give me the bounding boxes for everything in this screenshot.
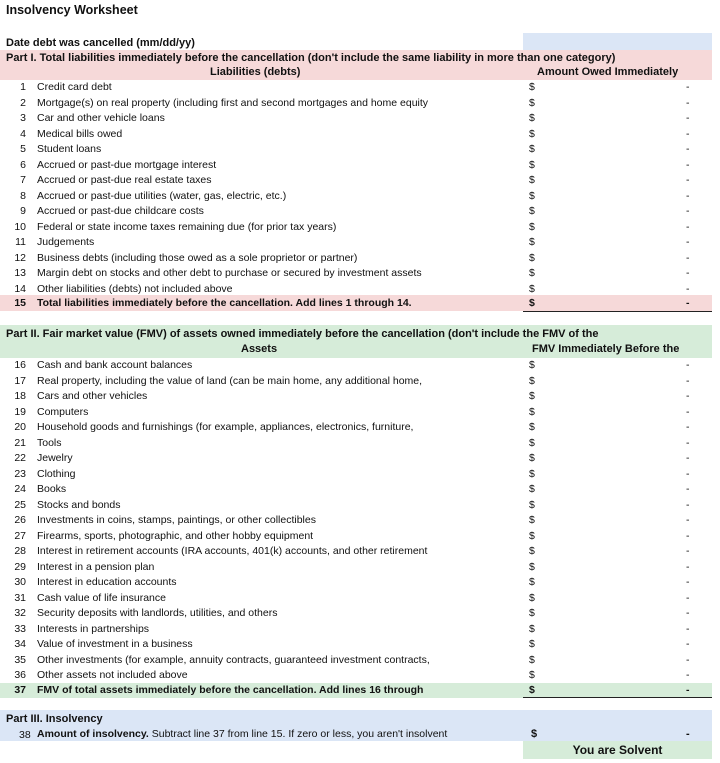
- amount-value: -: [686, 591, 690, 604]
- line-description: Other assets not included above: [37, 669, 188, 681]
- amount-value: -: [686, 296, 690, 309]
- line-number: 11: [15, 236, 26, 248]
- line-description: Medical bills owed: [37, 127, 123, 140]
- asset-row: [0, 637, 712, 653]
- amount-input-cell[interactable]: [523, 80, 712, 97]
- line-38-instruction: Subtract line 37 from line 15. If zero or less, you aren't insolvent: [148, 728, 448, 740]
- amount-value: -: [686, 359, 690, 371]
- line-description: Credit card debt: [37, 81, 112, 93]
- line-number: 23: [14, 467, 26, 480]
- amount-input-cell[interactable]: [523, 637, 712, 654]
- amount-value: -: [686, 436, 690, 449]
- liability-row: [0, 220, 712, 236]
- asset-row: [0, 591, 712, 607]
- currency-symbol: $: [529, 81, 535, 93]
- amount-value: -: [686, 267, 690, 279]
- amount-value: -: [686, 81, 690, 93]
- part1-total-rule: [523, 311, 712, 312]
- amount-input-cell[interactable]: [523, 173, 712, 190]
- line-description: Jewelry: [37, 452, 73, 464]
- line-number: 17: [14, 374, 26, 387]
- amount-value: -: [686, 374, 690, 387]
- line-38-bold-label: Amount of insolvency.: [37, 728, 149, 740]
- amount-input-cell[interactable]: [523, 189, 712, 206]
- liability-row: [0, 266, 712, 282]
- currency-symbol: $: [529, 421, 535, 433]
- amount-input-cell[interactable]: [523, 127, 712, 144]
- currency-symbol: $: [529, 638, 535, 650]
- currency-symbol: $: [529, 452, 535, 464]
- liability-row: [0, 142, 712, 158]
- amount-value: -: [686, 158, 690, 171]
- amount-value: -: [686, 390, 690, 402]
- line-number: 14: [14, 282, 26, 295]
- amount-input-cell[interactable]: [523, 266, 712, 283]
- line-number: 25: [14, 498, 26, 511]
- currency-symbol: $: [529, 591, 535, 604]
- amount-value: -: [686, 236, 690, 248]
- currency-symbol: $: [529, 622, 535, 635]
- currency-symbol: $: [529, 251, 535, 264]
- currency-symbol: $: [529, 529, 535, 542]
- amount-value: -: [686, 529, 690, 542]
- currency-symbol: $: [529, 436, 535, 449]
- line-number: 31: [14, 591, 26, 604]
- amount-input-cell[interactable]: [523, 142, 712, 159]
- line-description: Value of investment in a business: [37, 638, 193, 650]
- amount-input-cell[interactable]: [523, 158, 712, 175]
- line-number: 5: [20, 143, 26, 155]
- amount-value: -: [686, 205, 690, 217]
- line-description: Firearms, sports, photographic, and other hobby equipment: [37, 529, 314, 542]
- liability-row: [0, 235, 712, 251]
- amount-value: -: [686, 405, 690, 418]
- line-number: 27: [14, 529, 26, 542]
- amount-value: -: [686, 622, 690, 635]
- line-description: Student loans: [37, 143, 102, 155]
- line-description: Margin debt on stocks and other debt to purchase or secured by investment assets: [37, 267, 422, 279]
- amount-value: -: [686, 127, 690, 140]
- currency-symbol: $: [529, 267, 535, 279]
- amount-input-cell[interactable]: [523, 498, 712, 515]
- part1-col-amount: Amount Owed Immediately: [537, 66, 679, 78]
- amount-value: -: [686, 220, 690, 233]
- line-description: Cash value of life insurance: [37, 591, 166, 604]
- amount-value: -: [686, 112, 690, 124]
- amount-value: -: [686, 638, 690, 650]
- amount-value: -: [686, 653, 690, 666]
- line-number: 9: [20, 205, 26, 217]
- line-number: 30: [14, 576, 26, 588]
- asset-row: [0, 529, 712, 545]
- line-description: Accrued or past-due real estate taxes: [37, 174, 212, 186]
- amount-input-cell[interactable]: [523, 482, 712, 499]
- amount-value: -: [686, 452, 690, 464]
- currency-symbol: $: [529, 467, 535, 480]
- liability-row: [0, 158, 712, 174]
- amount-input-cell[interactable]: [523, 235, 712, 252]
- amount-value: -: [686, 483, 690, 495]
- amount-input-cell[interactable]: [523, 451, 712, 468]
- amount-value: -: [686, 607, 690, 619]
- asset-row: [0, 405, 712, 421]
- currency-symbol: $: [529, 405, 535, 418]
- line-number: 4: [20, 127, 26, 140]
- amount-input-cell[interactable]: [523, 374, 712, 391]
- amount-input-cell[interactable]: [523, 560, 712, 577]
- amount-input-cell[interactable]: [523, 405, 712, 422]
- asset-row: [0, 606, 712, 622]
- line-number: 35: [14, 653, 26, 666]
- amount-input-cell[interactable]: [523, 606, 712, 623]
- asset-row: [0, 560, 712, 576]
- line-number: 34: [14, 638, 26, 650]
- amount-input-cell[interactable]: [523, 575, 712, 592]
- amount-input-cell[interactable]: [523, 251, 712, 268]
- line-description: Judgements: [37, 236, 95, 248]
- line-number: 2: [20, 96, 26, 109]
- asset-row: [0, 575, 712, 591]
- asset-row: [0, 513, 712, 529]
- line-number: 21: [14, 436, 26, 449]
- line-number: 12: [14, 251, 26, 264]
- asset-row: [0, 622, 712, 638]
- amount-input-cell[interactable]: [523, 220, 712, 237]
- currency-symbol: $: [529, 96, 535, 109]
- amount-value: -: [686, 545, 690, 557]
- line-number: 29: [14, 560, 26, 573]
- currency-symbol: $: [529, 560, 535, 573]
- line-number: 26: [14, 514, 26, 526]
- line-number: 18: [14, 390, 26, 402]
- line-number: 16: [14, 359, 26, 371]
- line-description: FMV of total assets immediately before the cancellation. Add lines 16 through: [37, 683, 424, 696]
- line-number: 32: [14, 607, 26, 619]
- asset-row: [0, 451, 712, 467]
- currency-symbol: $: [529, 498, 535, 511]
- line-number: 36: [14, 669, 26, 681]
- line-number: 19: [14, 405, 26, 418]
- amount-input-cell[interactable]: [523, 467, 712, 484]
- line-number: 20: [14, 421, 26, 433]
- liability-row: [0, 127, 712, 143]
- currency-symbol: $: [529, 653, 535, 666]
- amount-input-cell[interactable]: [523, 436, 712, 453]
- asset-row: [0, 482, 712, 498]
- asset-row: [0, 436, 712, 452]
- asset-row: [0, 374, 712, 390]
- line-number: 8: [20, 189, 26, 202]
- line-description: Tools: [37, 436, 62, 449]
- line-number: 3: [20, 112, 26, 124]
- line-description: Real property, including the value of land (can be main home, any additional home,: [37, 374, 423, 387]
- liability-row: [0, 189, 712, 205]
- amount-input-cell[interactable]: [523, 653, 712, 670]
- part2-col-assets: Assets: [241, 343, 278, 355]
- line-description: Interest in retirement accounts (IRA accounts, 401(k) accounts, and other retirement: [37, 545, 428, 557]
- line-number: 1: [20, 81, 26, 93]
- line-description: Business debts (including those owed as a sole proprietor or partner): [37, 251, 358, 264]
- amount-input-cell[interactable]: [523, 111, 712, 128]
- amount-input-cell[interactable]: [523, 529, 712, 546]
- amount-input-cell[interactable]: [523, 513, 712, 530]
- currency-symbol: $: [529, 220, 535, 233]
- currency-symbol: $: [529, 374, 535, 387]
- currency-symbol: $: [529, 359, 535, 371]
- part3-heading: Part III. Insolvency: [6, 713, 103, 725]
- asset-row: [0, 389, 712, 405]
- line-description: Accrued or past-due mortgage interest: [37, 158, 217, 171]
- amount-input-cell[interactable]: [523, 358, 712, 375]
- total-assets-row: [0, 683, 712, 699]
- page-title: Insolvency Worksheet: [6, 3, 138, 17]
- amount-input-cell[interactable]: [523, 622, 712, 639]
- liability-row: [0, 173, 712, 189]
- amount-value: -: [686, 189, 690, 202]
- currency-symbol: $: [529, 607, 535, 619]
- amount-input-cell[interactable]: [523, 591, 712, 608]
- amount-input-cell[interactable]: [523, 544, 712, 561]
- line-description: Accrued or past-due utilities (water, gas, electric, etc.): [37, 189, 287, 202]
- amount-value: -: [686, 560, 690, 573]
- line-description: Car and other vehicle loans: [37, 112, 165, 124]
- amount-value: -: [686, 282, 690, 295]
- part2-total-rule: [523, 697, 712, 698]
- currency-symbol: $: [529, 282, 535, 295]
- line-number: 24: [14, 483, 26, 495]
- currency-symbol: $: [529, 112, 535, 124]
- line-38-text: [37, 728, 522, 740]
- amount-value: -: [686, 143, 690, 155]
- line-number: 28: [14, 545, 26, 557]
- amount-input-cell[interactable]: [523, 204, 712, 221]
- line-description: Security deposits with landlords, utilities, and others: [37, 607, 278, 619]
- currency-symbol: $: [529, 390, 535, 402]
- liability-row: [0, 251, 712, 267]
- currency-symbol: $: [529, 158, 535, 171]
- amount-value: -: [686, 174, 690, 186]
- total-liabilities-row: [0, 296, 712, 312]
- line-38-currency: $: [531, 728, 538, 740]
- currency-symbol: $: [529, 205, 535, 217]
- line-38-number: 38: [19, 729, 31, 741]
- currency-symbol: $: [529, 174, 535, 186]
- line-description: Investments in coins, stamps, paintings, or other collectibles: [37, 514, 316, 526]
- line-description: Mortgage(s) on real property (including first and second mortgages and home equity: [37, 96, 429, 109]
- amount-value: -: [686, 576, 690, 588]
- asset-row: [0, 498, 712, 514]
- line-number: 15: [14, 296, 26, 309]
- amount-input-cell[interactable]: [523, 420, 712, 437]
- line-number: 13: [14, 267, 26, 279]
- line-description: Federal or state income taxes remaining due (for prior tax years): [37, 220, 337, 233]
- currency-symbol: $: [529, 545, 535, 557]
- line-description: Books: [37, 483, 67, 495]
- line-description: Other investments (for example, annuity contracts, guaranteed investment contracts,: [37, 653, 430, 666]
- line-description: Household goods and furnishings (for example, appliances, electronics, furniture,: [37, 421, 414, 433]
- line-description: Stocks and bonds: [37, 498, 121, 511]
- part1-col-liabilities: Liabilities (debts): [210, 66, 301, 78]
- line-description: Computers: [37, 405, 89, 418]
- asset-row: [0, 467, 712, 483]
- amount-value: -: [686, 514, 690, 526]
- line-description: Cars and other vehicles: [37, 390, 148, 402]
- part2-heading: Part II. Fair market value (FMV) of assets owned immediately before the cancellation (don't include the FMV of the: [6, 328, 599, 340]
- amount-value: -: [686, 683, 690, 696]
- part2-col-fmv: FMV Immediately Before the: [532, 343, 680, 355]
- line-description: Interest in education accounts: [37, 576, 177, 588]
- asset-row: [0, 653, 712, 669]
- currency-symbol: $: [529, 296, 535, 309]
- amount-input-cell[interactable]: [523, 96, 712, 113]
- amount-value: -: [686, 251, 690, 264]
- line-number: 6: [20, 158, 26, 171]
- date-cancelled-input[interactable]: [523, 33, 712, 50]
- line-number: 33: [14, 622, 26, 635]
- amount-value: -: [686, 467, 690, 480]
- liability-row: [0, 96, 712, 112]
- currency-symbol: $: [529, 189, 535, 202]
- solvency-result: You are Solvent: [523, 741, 712, 759]
- amount-value: -: [686, 669, 690, 681]
- currency-symbol: $: [529, 669, 535, 681]
- asset-row: [0, 358, 712, 374]
- liability-row: [0, 80, 712, 96]
- currency-symbol: $: [529, 143, 535, 155]
- liability-row: [0, 111, 712, 127]
- line-description: Interest in a pension plan: [37, 560, 155, 573]
- line-number: 10: [14, 220, 26, 233]
- currency-symbol: $: [529, 236, 535, 248]
- line-description: Total liabilities immediately before the cancellation. Add lines 1 through 14.: [37, 296, 412, 309]
- currency-symbol: $: [529, 576, 535, 588]
- line-description: Cash and bank account balances: [37, 359, 193, 371]
- line-38-value: -: [686, 728, 690, 740]
- amount-value: -: [686, 421, 690, 433]
- line-number: 7: [20, 174, 26, 186]
- amount-value: -: [686, 96, 690, 109]
- currency-symbol: $: [529, 127, 535, 140]
- asset-row: [0, 544, 712, 560]
- date-cancelled-label: Date debt was cancelled (mm/dd/yy): [6, 37, 195, 49]
- liability-row: [0, 204, 712, 220]
- line-description: Accrued or past-due childcare costs: [37, 205, 204, 217]
- amount-input-cell[interactable]: [523, 389, 712, 406]
- asset-row: [0, 420, 712, 436]
- line-description: Interests in partnerships: [37, 622, 150, 635]
- currency-symbol: $: [529, 483, 535, 495]
- amount-value: -: [686, 498, 690, 511]
- line-description: Clothing: [37, 467, 76, 480]
- line-number: 37: [14, 683, 26, 696]
- line-number: 22: [14, 452, 26, 464]
- asset-row: [0, 668, 712, 684]
- line-description: Other liabilities (debts) not included above: [37, 282, 233, 295]
- currency-symbol: $: [529, 683, 535, 696]
- currency-symbol: $: [529, 514, 535, 526]
- part1-heading: Part I. Total liabilities immediately before the cancellation (don't include the same liability in more than one category): [6, 52, 616, 64]
